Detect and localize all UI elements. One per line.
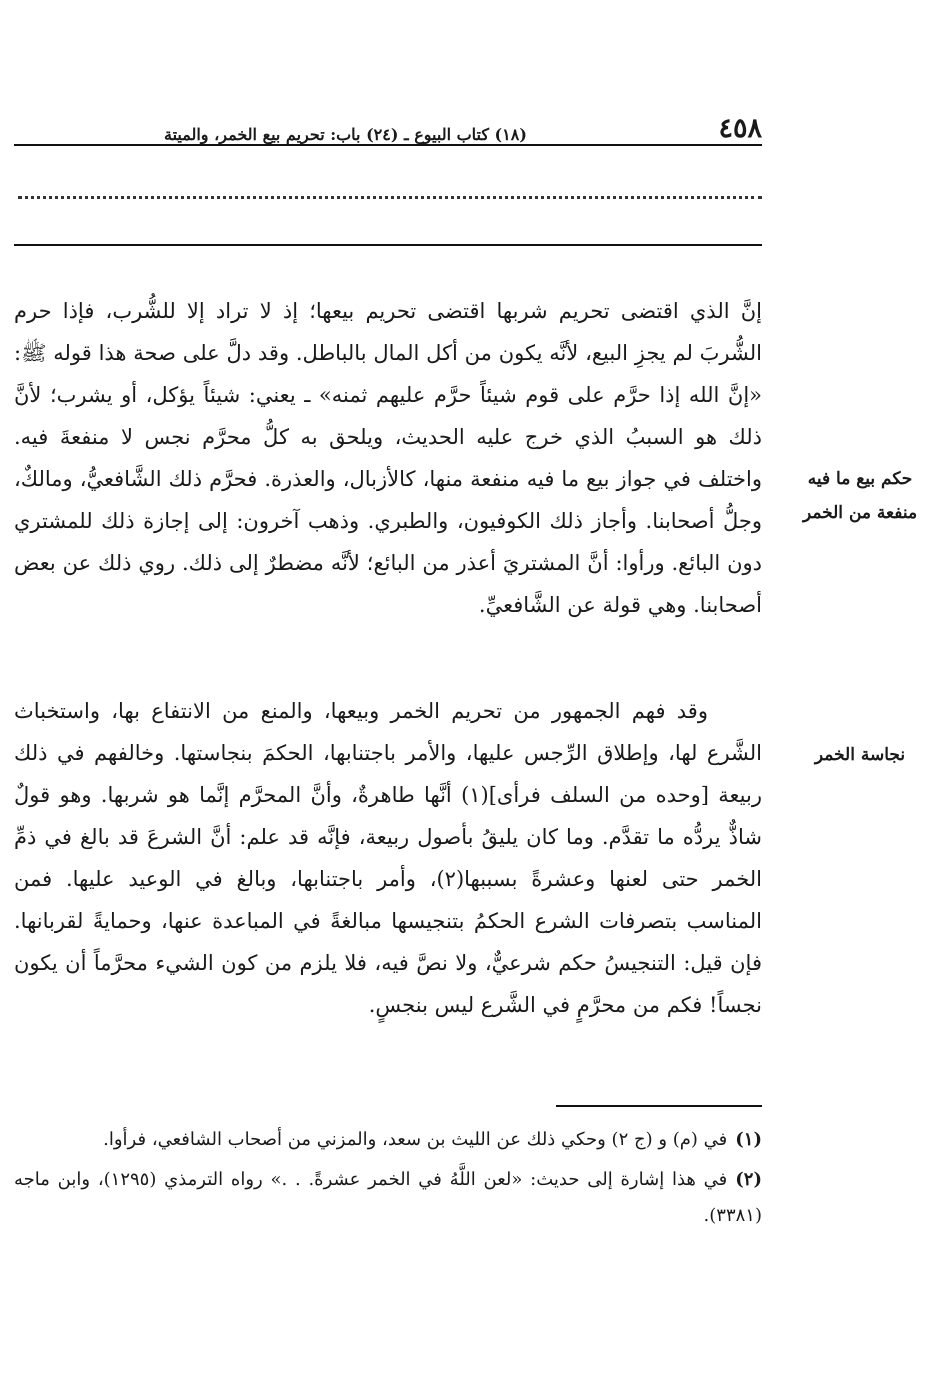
footnote-1 [14, 1122, 762, 1158]
footnote-number: (١) [735, 1129, 762, 1150]
margin-note-sale-of-wine-benefit: حكم بيع ما فيه منفعة من الخمر [802, 469, 918, 523]
running-header [14, 112, 762, 144]
footnote-text: في هذا إشارة إلى حديث: «لعن اللَّهُ في الخمر عشرةً. . .» رواه الترمذي (١٢٩٥)، وابن ماجه (٣٣٨١). [14, 1169, 762, 1226]
margin-note-impurity-of-wine: نجاسة الخمر [814, 745, 906, 765]
main-text [14, 290, 762, 1026]
footnote-2 [14, 1162, 762, 1234]
page-number: ٤٥٨ [718, 113, 762, 144]
footnote-text: في (م) و (ج ٢) وحكي ذلك عن الليث بن سعد، والمزني من أصحاب الشافعي، فرأوا. [103, 1129, 728, 1150]
running-title: (١٨) كتاب البيوع ـ (٢٤) باب: تحريم بيع الخمر، والميتة [164, 125, 527, 144]
footnote-number: (٢) [735, 1169, 762, 1190]
section-rule [14, 244, 762, 246]
header-rule [14, 144, 762, 146]
paragraph-1: إنَّ الذي اقتضى تحريم شربها اقتضى تحريم بيعها؛ إذ لا تراد إلا للشُّرب، فإذا حرم الشُّربَ لم يجزِ البيع، لأنَّه يكون من أكل المال بالباطل. وقد دلَّ على صحة هذا قوله ﷺ: «إنَّ الله إذا حرَّم على قوم شيئاً حرَّم عليهم ثمنه» ـ يعني: شيئاً يؤكل، أو يشرب؛ لأنَّ ذلك هو السببُ الذي خرج عليه الحديث، ويلحق به كلُّ محرَّم نجس لا منفعةَ فيه. واختلف في جواز بيع ما فيه منفعة منها، كالأزبال، والعذرة. فحرَّم ذلك الشَّافعيُّ، ومالكٌ، وجلُّ أصحابنا. وأجاز ذلك الكوفيون، والطبري. وذهب آخرون: إلى إجازة ذلك للمشتري دون البائع. ورأوا: أنَّ المشتريَ أعذر من البائع؛ لأنَّه مضطرٌ إلى ذلك. روي ذلك عن بعض أصحابنا. وهي قولة عن الشَّافعيِّ. [14, 299, 762, 617]
footnote-rule [556, 1105, 762, 1107]
footnotes [14, 1122, 762, 1238]
paragraph-2: وقد فهم الجمهور من تحريم الخمر وبيعها، والمنع من الانتفاع بها، واستخباث الشَّرع لها، وإطلاق الرِّجس عليها، والأمر باجتنابها، الحكمَ بنجاستها. وخالفهم في ذلك ربيعة [وحده من السلف فرأى](١) أنَّها طاهرةٌ، وأنَّ المحرَّم إنَّما هو شربها. وهو قولٌ شاذٌّ يردُّه ما تقدَّم. وما كان يليقُ بأصول ربيعة، فإنَّه قد علم: أنَّ الشرعَ قد بالغ في ذمِّ الخمر حتى لعنها وعشرةً بسببها(٢)، وأمر باجتنابها، وبالغ في الوعيد عليها. فمن المناسب بتصرفات الشرع الحكمُ بتنجيسها مبالغةً في المباعدة عنها، وحمايةً لقربانها. فإن قيل: التنجيسُ حكم شرعيٌّ، ولا نصَّ فيه، فلا يلزم من كون الشيء محرَّماً أن يكون نجساً! فكم من محرَّمٍ في الشَّرع ليس بنجسٍ. [14, 699, 762, 1017]
dotted-separator [18, 196, 762, 199]
